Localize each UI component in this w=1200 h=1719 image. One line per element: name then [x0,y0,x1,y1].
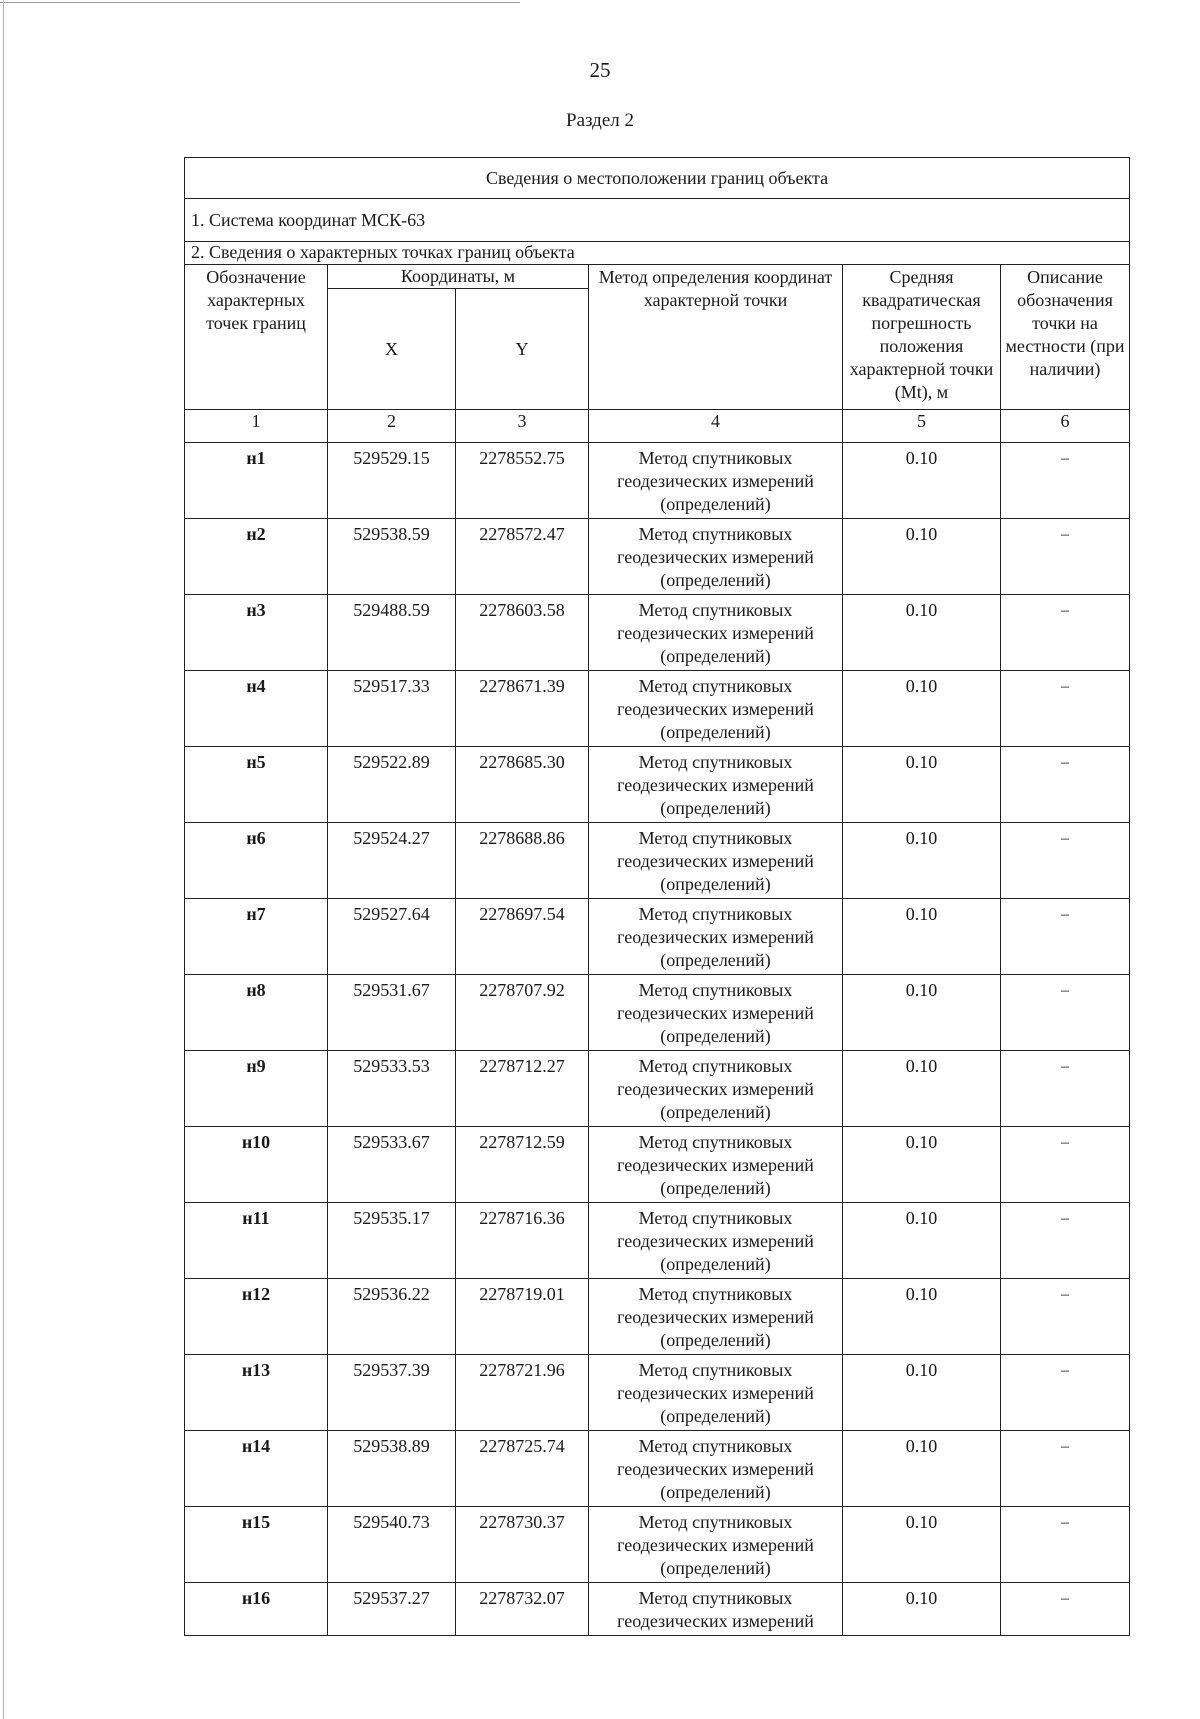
point-description: – [1001,519,1130,595]
determination-method: Метод спутниковых геодезических измерений (определений) [589,1203,843,1279]
coordinate-y: 2278603.58 [456,595,589,671]
coordinate-y: 2278716.36 [456,1203,589,1279]
point-description: – [1001,1279,1130,1355]
point-description: – [1001,1431,1130,1507]
mean-square-error: 0.10 [843,443,1001,519]
point-designation: н9 [185,1051,328,1127]
mean-square-error: 0.10 [843,1203,1001,1279]
table-row [185,519,1130,595]
point-description: – [1001,1051,1130,1127]
table-row [185,1355,1130,1431]
determination-method: Метод спутниковых геодезических измерений (определений) [589,1279,843,1355]
point-designation: н8 [185,975,328,1051]
coordinate-x: 529536.22 [328,1279,456,1355]
mean-square-error: 0.10 [843,899,1001,975]
coordinate-x: 529540.73 [328,1507,456,1583]
coordinate-x: 529531.67 [328,975,456,1051]
determination-method: Метод спутниковых геодезических измерений (определений) [589,1507,843,1583]
determination-method: Метод спутниковых геодезических измерений [589,1583,843,1636]
point-designation: н15 [185,1507,328,1583]
column-number: 4 [589,410,843,443]
table-row [185,899,1130,975]
coordinate-y: 2278572.47 [456,519,589,595]
page-number: 25 [589,58,611,82]
table-row [185,1203,1130,1279]
coordinate-y: 2278721.96 [456,1355,589,1431]
table-caption: Сведения о местоположении границ объекта [185,158,1130,199]
determination-method: Метод спутниковых геодезических измерений (определений) [589,823,843,899]
point-designation: н14 [185,1431,328,1507]
coordinate-x: 529488.59 [328,595,456,671]
point-designation: н2 [185,519,328,595]
coordinate-x: 529537.39 [328,1355,456,1431]
point-description: – [1001,443,1130,519]
determination-method: Метод спутниковых геодезических измерений (определений) [589,1431,843,1507]
coordinate-x: 529533.67 [328,1127,456,1203]
table-row [185,1279,1130,1355]
mean-square-error: 0.10 [843,1431,1001,1507]
point-designation: н7 [185,899,328,975]
point-description: – [1001,1127,1130,1203]
point-designation: н11 [185,1203,328,1279]
coordinate-y: 2278719.01 [456,1279,589,1355]
table-row [185,1507,1130,1583]
coordinate-x: 529537.27 [328,1583,456,1636]
determination-method: Метод спутниковых геодезических измерений (определений) [589,1127,843,1203]
point-designation: н12 [185,1279,328,1355]
mean-square-error: 0.10 [843,1355,1001,1431]
column-number: 6 [1001,410,1130,443]
boundary-points-table [184,157,1130,1636]
determination-method: Метод спутниковых геодезических измерений (определений) [589,519,843,595]
point-description: – [1001,1583,1130,1636]
coordinate-y: 2278707.92 [456,975,589,1051]
coordinate-x: 529538.59 [328,519,456,595]
point-description: – [1001,747,1130,823]
table-row [185,443,1130,519]
point-designation: н10 [185,1127,328,1203]
coordinate-y: 2278725.74 [456,1431,589,1507]
column-number: 1 [185,410,328,443]
header-x: X [328,289,456,410]
mean-square-error: 0.10 [843,1279,1001,1355]
section-title: Раздел 2 [566,110,634,131]
mean-square-error: 0.10 [843,595,1001,671]
table-row [185,671,1130,747]
point-designation: н16 [185,1583,328,1636]
point-designation: н5 [185,747,328,823]
determination-method: Метод спутниковых геодезических измерений (определений) [589,443,843,519]
header-description: Описание обозначения точки на местности (при наличии) [1001,265,1130,410]
coordinate-x: 529538.89 [328,1431,456,1507]
determination-method: Метод спутниковых геодезических измерений (определений) [589,1051,843,1127]
point-description: – [1001,595,1130,671]
header-method: Метод определения координат характерной точки [589,265,843,410]
mean-square-error: 0.10 [843,1583,1001,1636]
column-number: 3 [456,410,589,443]
scan-edge-top [0,2,520,3]
determination-method: Метод спутниковых геодезических измерений (определений) [589,899,843,975]
point-designation: н3 [185,595,328,671]
coordinate-y: 2278671.39 [456,671,589,747]
coordinate-y: 2278732.07 [456,1583,589,1636]
mean-square-error: 0.10 [843,823,1001,899]
coordinate-x: 529522.89 [328,747,456,823]
determination-method: Метод спутниковых геодезических измерений (определений) [589,747,843,823]
table-row [185,975,1130,1051]
mean-square-error: 0.10 [843,747,1001,823]
determination-method: Метод спутниковых геодезических измерений (определений) [589,975,843,1051]
table-row [185,1127,1130,1203]
coordinate-x: 529527.64 [328,899,456,975]
mean-square-error: 0.10 [843,1051,1001,1127]
mean-square-error: 0.10 [843,671,1001,747]
coordinate-x: 529517.33 [328,671,456,747]
table-row [185,595,1130,671]
table-row [185,1051,1130,1127]
header-y: Y [456,289,589,410]
mean-square-error: 0.10 [843,519,1001,595]
point-designation: н4 [185,671,328,747]
point-description: – [1001,671,1130,747]
determination-method: Метод спутниковых геодезических измерений (определений) [589,671,843,747]
point-designation: н13 [185,1355,328,1431]
coordinate-y: 2278712.27 [456,1051,589,1127]
point-designation: н1 [185,443,328,519]
table-row [185,747,1130,823]
determination-method: Метод спутниковых геодезических измерений (определений) [589,595,843,671]
scan-edge-left [3,0,4,1719]
point-description: – [1001,1203,1130,1279]
point-description: – [1001,823,1130,899]
mean-square-error: 0.10 [843,1507,1001,1583]
table-row [185,1583,1130,1636]
point-description: – [1001,899,1130,975]
column-number: 5 [843,410,1001,443]
coordinate-y: 2278712.59 [456,1127,589,1203]
points-caption: 2. Сведения о характерных точках границ объекта [185,242,1130,265]
mean-square-error: 0.10 [843,975,1001,1051]
determination-method: Метод спутниковых геодезических измерений (определений) [589,1355,843,1431]
coordinate-y: 2278730.37 [456,1507,589,1583]
table-row [185,823,1130,899]
point-description: – [1001,1355,1130,1431]
point-description: – [1001,1507,1130,1583]
header-error: Средняя квадратическая погрешность положения характерной точки (Mt), м [843,265,1001,410]
coordinate-y: 2278552.75 [456,443,589,519]
header-coordinates: Координаты, м [328,265,589,289]
coordinate-x: 529529.15 [328,443,456,519]
coordinate-x: 529524.27 [328,823,456,899]
coordinate-x: 529535.17 [328,1203,456,1279]
coordinate-system: 1. Система координат МСК-63 [185,199,1130,242]
coordinate-y: 2278697.54 [456,899,589,975]
point-description: – [1001,975,1130,1051]
header-designation: Обозначение характерных точек границ [185,265,328,410]
column-number: 2 [328,410,456,443]
coordinate-y: 2278685.30 [456,747,589,823]
point-designation: н6 [185,823,328,899]
coordinate-x: 529533.53 [328,1051,456,1127]
table-row [185,1431,1130,1507]
mean-square-error: 0.10 [843,1127,1001,1203]
coordinate-y: 2278688.86 [456,823,589,899]
